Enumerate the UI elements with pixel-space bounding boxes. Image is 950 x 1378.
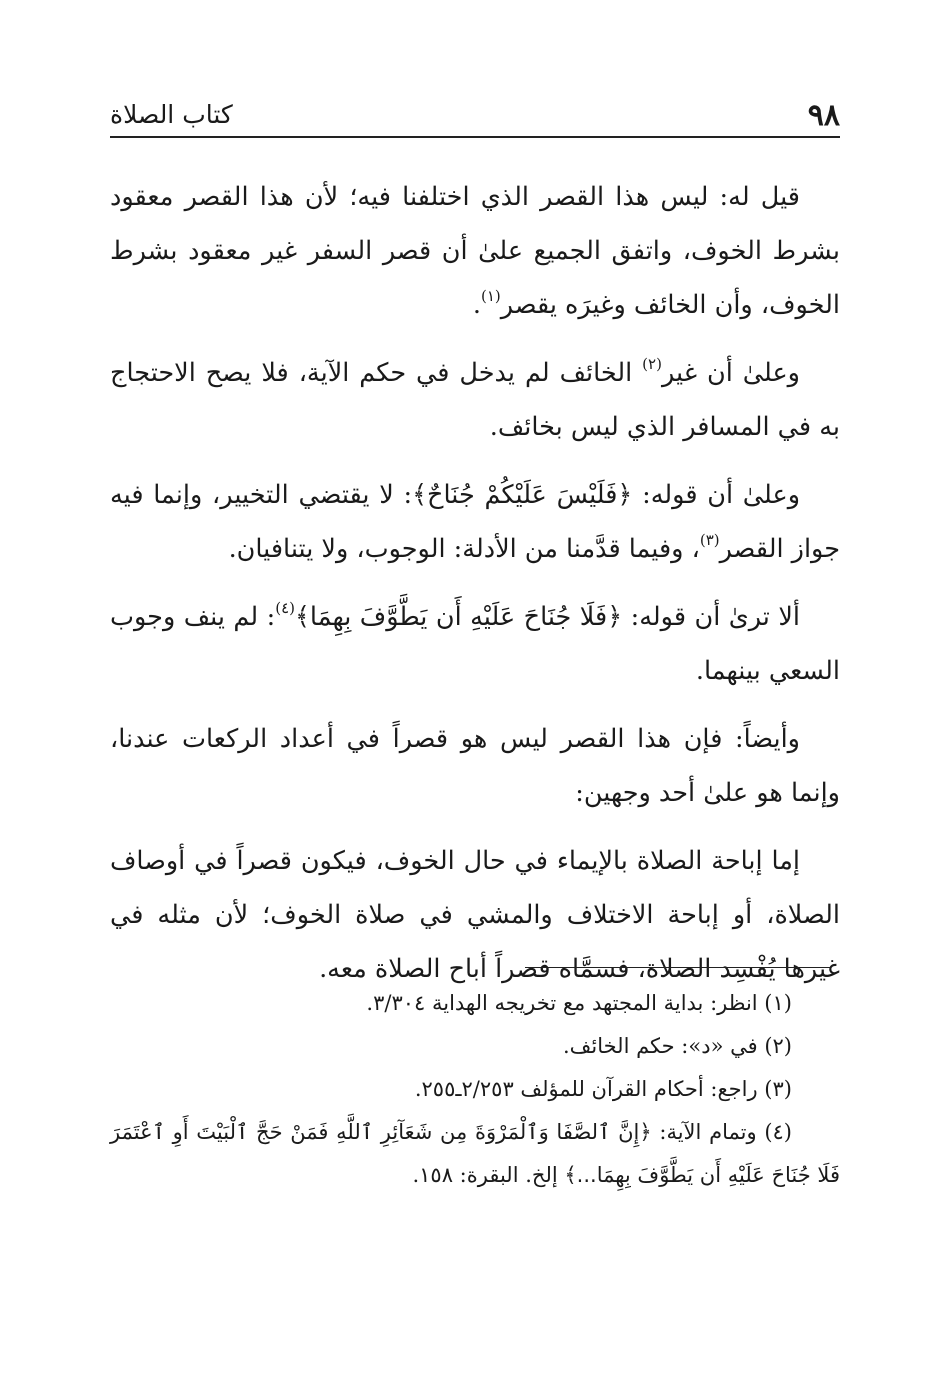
footnote-ref-2: (٢) [642, 355, 662, 373]
paragraph-3 [110, 468, 840, 576]
footnote-4-text-a: (٤) وتمام الآية: [651, 1120, 792, 1144]
quran-verse-1: ﴿فَلَيْسَ عَلَيْكُمْ جُنَاحٌ﴾ [412, 480, 633, 510]
page-number: ٩٨ [807, 98, 840, 133]
paragraph-1-text: قيل له: ليس هذا القصر الذي اختلفنا فيه؛ لأن هذا القصر معقود بشرط الخوف، واتفق الجميع علىٰ أن قصر السفر غير معقود بشرط الخوف، وأن الخائف وغيرَه يقصر [110, 182, 840, 320]
paragraph-5: وأيضاً: فإن هذا القصر ليس هو قصراً في أعداد الركعات عندنا، وإنما هو علىٰ أحد وجهين: [110, 724, 840, 808]
paragraph-2-text-a: وعلىٰ أن غير [661, 358, 800, 388]
page-header [110, 96, 840, 138]
paragraph-2 [110, 346, 840, 454]
paragraph-1-tail: . [472, 290, 481, 320]
paragraph-4-text-a: ألا ترىٰ أن قوله: [622, 602, 800, 632]
footnote-ref-4: (٤) [275, 599, 295, 617]
footnote-separator [525, 967, 830, 968]
paragraph-4-text-b: : لم ينف وجوب السعي بينهما. [110, 602, 840, 686]
paragraph-4 [110, 590, 840, 698]
footnote-2: (٢) في «د»: حكم الخائف. [562, 1034, 792, 1058]
footnote-ref-1: (١) [480, 287, 501, 305]
paragraph-3-text-b: : لا يقتضي التخيير، وإنما فيه جواز القصر [110, 480, 840, 564]
running-title: كتاب الصلاة [110, 100, 233, 129]
footnote-4-quran: ﴿إِنَّ ٱلصَّفَا وَٱلْمَرْوَةَ مِن شَعَآئِرِ ٱللَّهِ فَمَنْ حَجَّ ٱلْبَيْتَ أَوِ ٱعْتَمَرَ فَلَا جُنَاحَ عَلَيْهِ أَن يَطَّوَّفَ بِهِمَا...﴾ [110, 1120, 840, 1187]
footnotes [110, 982, 840, 1197]
footnote-4-text-b: إلخ. البقرة: ١٥٨. [412, 1163, 565, 1187]
paragraph-2-text-b: الخائف لم يدخل في حكم الآية، فلا يصح الاحتجاج به في المسافر الذي ليس بخائف. [110, 358, 840, 442]
quran-verse-2: ﴿فَلَا جُنَاحَ عَلَيْهِ أَن يَطَّوَّفَ بِهِمَا﴾ [294, 602, 623, 632]
footnote-1: (١) انظر: بداية المجتهد مع تخريجه الهداية ٣/٣٠٤. [366, 991, 792, 1015]
footnote-ref-3: (٣) [699, 531, 720, 549]
paragraph-3-text-a: وعلىٰ أن قوله: [632, 480, 801, 510]
footnote-3: (٣) راجع: أحكام القرآن للمؤلف ٢/٢٥٣ـ٢٥٥. [414, 1077, 792, 1101]
paragraph-6: إما إباحة الصلاة بالإيماء في حال الخوف، فيكون قصراً في أوصاف الصلاة، أو إباحة الاختلاف والمشي في صلاة الخوف؛ لأن مثله في غيرها يُفْسِد الصلاة، فسمَّاه قصراً أباح الصلاة معه. [110, 846, 840, 984]
paragraph-1 [110, 170, 840, 332]
footnote-4 [110, 1111, 840, 1197]
main-text [110, 170, 840, 1010]
paragraph-3-text-c: ، وفيما قدَّمنا من الأدلة: الوجوب، ولا يتنافيان. [228, 534, 700, 564]
